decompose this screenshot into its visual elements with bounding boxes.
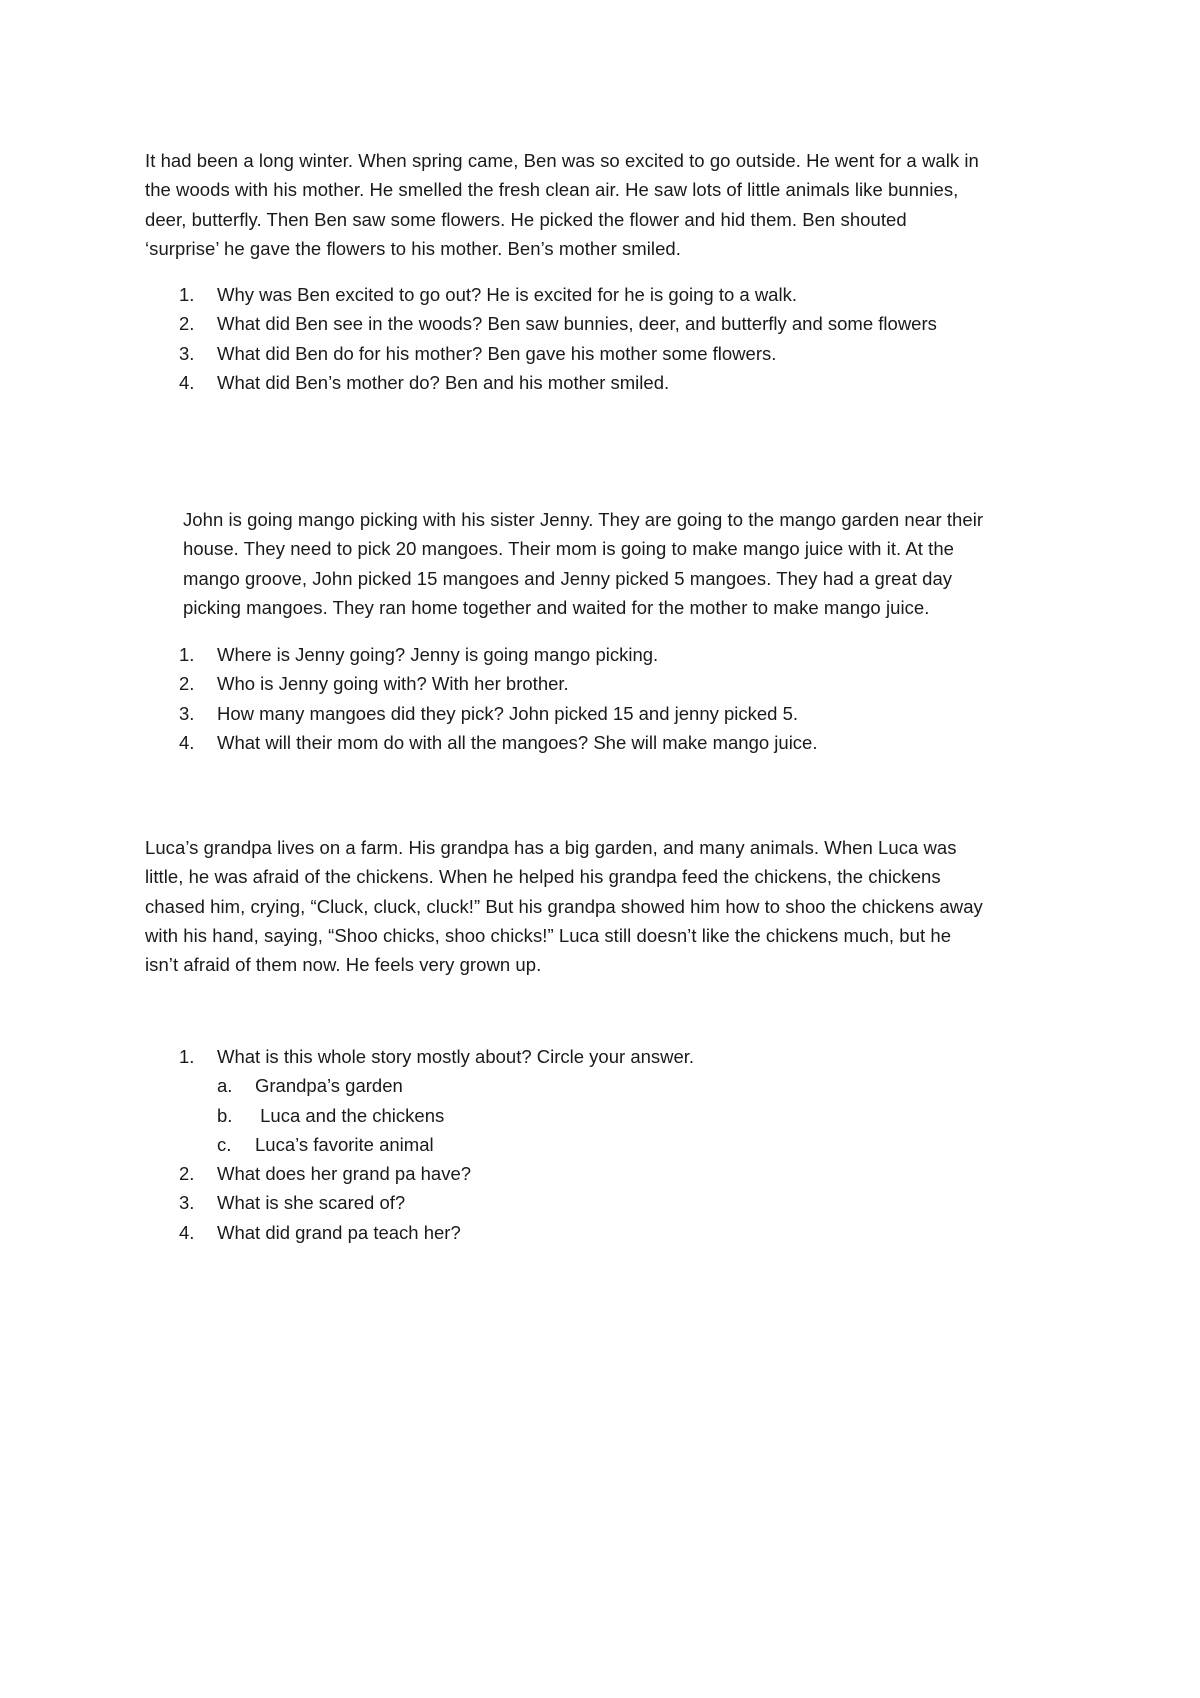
story2-line: picking mangoes. They ran home together and waited for the mother to make mango juice. [183,596,930,618]
question-text: What does her grand pa have? [217,1163,472,1185]
question-number: 4. [179,371,195,393]
question-item [145,669,817,698]
question-number: 4. [179,731,195,753]
question-text: What did Ben’s mother do? Ben and his mother smiled. [217,371,670,393]
question-item [145,309,937,338]
story1-line: ‘surprise’ he gave the flowers to his mother. Ben’s mother smiled. [145,237,681,259]
question-text: What is this whole story mostly about? Circle your answer. [217,1046,695,1067]
question-number: 1. [179,284,195,305]
question-item [145,1188,694,1217]
story1-questions [145,280,937,397]
question-item [145,1159,694,1188]
question-text: Why was Ben excited to go out? He is excited for he is going to a walk. [217,284,797,305]
question-item [145,640,817,669]
story2-line: mango groove, John picked 15 mangoes and Jenny picked 5 mangoes. They had a great day [183,567,953,589]
option-text: Luca’s favorite animal [255,1133,434,1155]
question-item [145,728,817,757]
question-number: 3. [179,1192,195,1214]
story3-line: isn’t afraid of them now. He feels very grown up. [145,954,542,976]
question-number: 4. [179,1221,195,1243]
question-number: 2. [179,1163,195,1185]
question-text: Where is Jenny going? Jenny is going mango picking. [217,644,659,665]
question-text: What did Ben do for his mother? Ben gave his mother some flowers. [217,342,777,364]
story3-line: Luca’s grandpa lives on a farm. His grandpa has a big garden, and many animals. When Luca was [145,837,957,858]
question-number: 3. [179,702,195,724]
question-text: How many mangoes did they pick? John picked 15 and jenny picked 5. [217,702,799,724]
question-number: 2. [179,673,195,695]
answer-option[interactable] [217,1071,694,1100]
story1-line: the woods with his mother. He smelled the fresh clean air. He saw lots of little animals like bunnies, [145,179,959,201]
story1-line: deer, butterfly. Then Ben saw some flowers. He picked the flower and hid them. Ben shouted [145,208,907,230]
question-text: What did grand pa teach her? [217,1221,461,1243]
story2-line: John is going mango picking with his sister Jenny. They are going to the mango garden near their [183,509,984,530]
story2-questions [145,640,817,757]
question-item [145,339,937,368]
answer-option[interactable] [217,1130,694,1159]
question-number: 1. [179,1046,195,1067]
story3-line: chased him, crying, “Cluck, cluck, cluck!” But his grandpa showed him how to shoo the chickens away [145,895,983,917]
question-text: What will their mom do with all the mangoes? She will make mango juice. [217,731,818,753]
story3-paragraph [145,833,983,979]
question-item [145,368,937,397]
story1-paragraph [145,146,979,263]
story2-line: house. They need to pick 20 mangoes. Their mom is going to make mango juice with it. At the [183,538,955,560]
story2-paragraph [183,505,983,622]
answer-option[interactable] [217,1101,694,1130]
answer-options [217,1071,694,1159]
question-item [145,280,937,309]
question-number: 2. [179,313,195,335]
question-item [145,1218,694,1247]
story1-line: It had been a long winter. When spring came, Ben was so excited to go outside. He went for a walk in [145,150,979,171]
question-item [145,1042,694,1159]
question-text: Who is Jenny going with? With her brother. [217,673,569,695]
option-letter: b. [217,1104,233,1126]
story3-questions [145,1042,694,1247]
option-letter: c. [217,1133,232,1155]
story3-line: little, he was afraid of the chickens. When he helped his grandpa feed the chickens, the chickens [145,866,941,888]
option-letter: a. [217,1075,233,1097]
option-text: Grandpa’s garden [255,1075,403,1097]
question-item [145,699,817,728]
question-text: What did Ben see in the woods? Ben saw bunnies, deer, and butterfly and some flowers [217,313,937,335]
question-number: 3. [179,342,195,364]
option-text: Luca and the chickens [255,1104,445,1126]
question-number: 1. [179,644,195,665]
question-text: What is she scared of? [217,1192,406,1214]
story3-line: with his hand, saying, “Shoo chicks, shoo chicks!” Luca still doesn’t like the chickens much, but he [145,924,952,946]
